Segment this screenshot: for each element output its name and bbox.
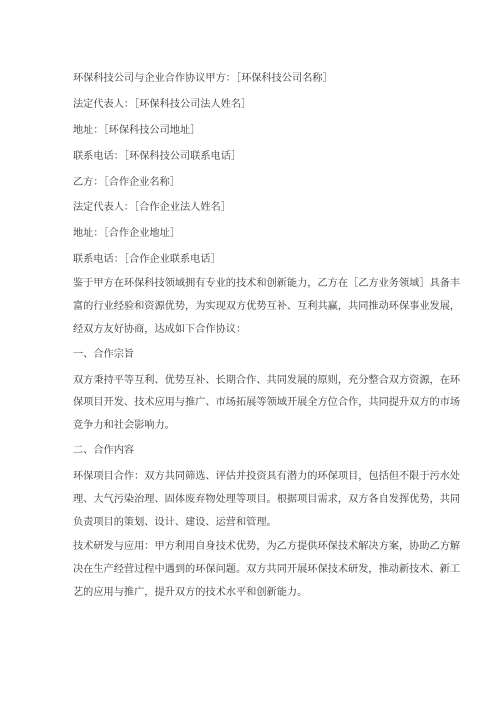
party-b-phone: 联系电话：［合作企业联系电话］ [73,254,221,266]
preamble-line: 富的行业经验和资源优势，为实现双方优势互补、互利共赢，共同推动环保事业发展， [73,300,461,312]
tech-line: 决在生产经营过程中遇到的环保问题。双方共同开展环保技术研发，推动新技术、新工 [73,564,461,576]
agreement-title-line: 环保科技公司与企业合作协议甲方：［环保科技公司名称］ [73,73,333,84]
preamble-paragraph [73,273,461,341]
party-a-phone: 联系电话：［环保科技公司联系电话］ [73,150,242,162]
purpose-line: 保项目开发、技术应用与推广、市场拓展等领域开展全方位合作，共同提升双方的市场 [73,397,461,409]
tech-line: 艺的应用与推广，提升双方的技术水平和创新能力。 [73,586,308,598]
project-line: 负责项目的策划、设计、建设、运营和管理。 [73,516,277,528]
project-line: 环保项目合作：双方共同筛选、评估并投资具有潜力的环保项目，包括但不限于污水处 [73,470,461,482]
party-b-address: 地址：［合作企业地址］ [73,228,180,240]
section-heading-content: 二、合作内容 [73,444,135,456]
tech-line: 技术研发与应用：甲方利用自身技术优势，为乙方提供环保技术解决方案，协助乙方解 [73,541,461,553]
preamble-line: 鉴于甲方在环保科技领域拥有专业的技术和创新能力，乙方在［乙方业务领域］具备丰 [73,278,461,290]
project-cooperation-paragraph [73,466,461,534]
section-heading-purpose: 一、合作宗旨 [73,348,135,360]
party-b-name: 乙方：［合作企业名称］ [73,176,180,188]
tech-rd-paragraph [73,536,461,604]
purpose-paragraph [73,370,461,438]
document-body [73,66,461,605]
party-a-address: 地址：［环保科技公司地址］ [73,124,201,136]
party-b-legal-rep: 法定代表人：［合作企业法人姓名］ [73,202,231,214]
project-line: 理、大气污染治理、固体废弃物处理等项目。根据项目需求，双方各自发挥优势，共同 [73,493,461,505]
purpose-line: 双方秉持平等互利、优势互补、长期合作、共同发展的原则，充分整合双方资源，在环 [73,374,461,386]
preamble-line: 经双方友好协商，达成如下合作协议： [73,323,247,335]
party-a-legal-rep: 法定代表人：［环保科技公司法人姓名］ [73,98,252,110]
purpose-line: 竞争力和社会影响力。 [73,420,175,432]
